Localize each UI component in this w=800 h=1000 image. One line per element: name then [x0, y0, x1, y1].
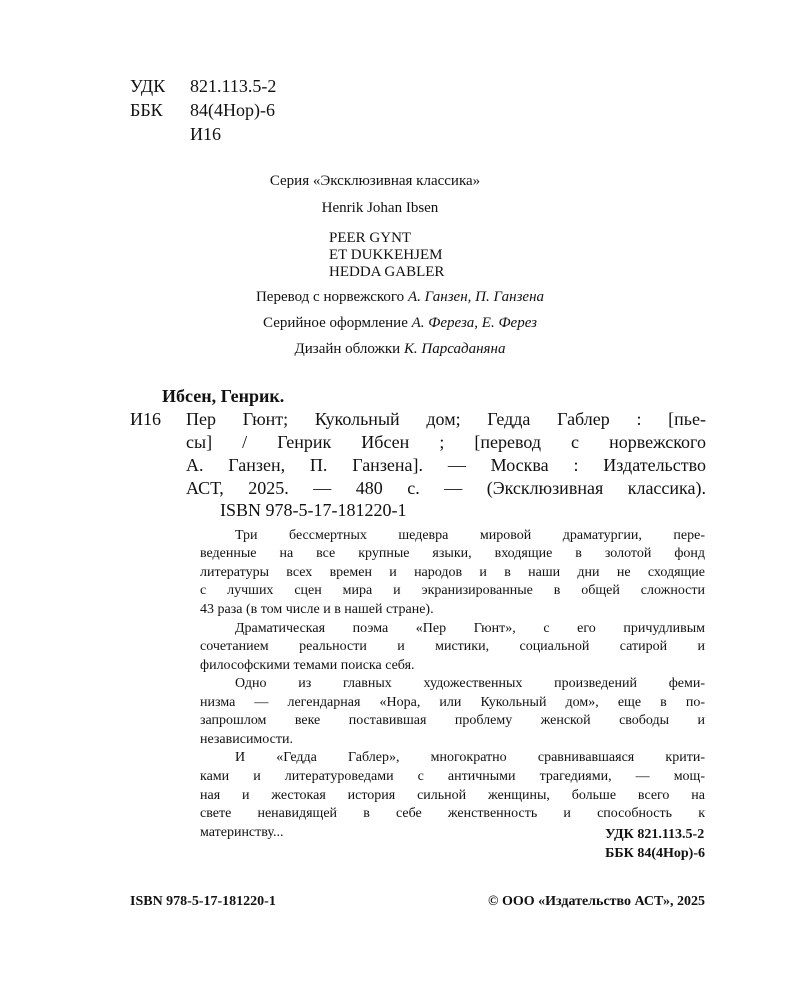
- annotation-line: философскими темами поиска себя.: [200, 658, 415, 673]
- annotation-line: Одно из главных художественных произведений феми-: [235, 676, 705, 691]
- annotation-line: веденные на все крупные языки, входящие в золотой фонд: [200, 546, 705, 561]
- annotation-line: литературы всех времен и народов и в наши дни не сходящие: [200, 565, 705, 580]
- udk-label: УДК: [130, 76, 166, 96]
- annotation-line: запрошлом веке поставившая проблему женской свободы и: [200, 713, 705, 728]
- annotation-line: материнству...: [200, 825, 284, 840]
- catalog-line: сы] / Генрик Ибсен ; [перевод с норвежского: [186, 432, 706, 452]
- catalog-heading: Ибсен, Генрик.: [162, 386, 285, 406]
- footer-isbn: ISBN 978-5-17-181220-1: [130, 894, 276, 909]
- catalog-line: А. Ганзен, П. Ганзена]. — Москва : Издательство: [186, 455, 706, 475]
- credit-label: Серийное оформление: [263, 315, 412, 331]
- catalog-line: АСТ, 2025. — 480 с. — (Эксклюзивная классика).: [186, 478, 706, 498]
- original-author: Henrik Johan Ibsen: [321, 200, 439, 216]
- credit-label: Перевод с норвежского: [255, 289, 408, 305]
- annotation-line: 43 раза (в том числе и в нашей стране).: [200, 602, 434, 617]
- annotation-line: свете ненавидящей в себе женственность и способность к: [200, 806, 705, 821]
- annotation-line: Три бессмертных шедевра мировой драматургии, пере-: [235, 528, 705, 543]
- series-title: Серия «Эксклюзивная классика»: [269, 173, 481, 189]
- catalog-line: Пер Гюнт; Кукольный дом; Гедда Габлер : [пье-: [186, 409, 706, 429]
- bottom-udk: УДК 821.113.5-2: [605, 827, 705, 842]
- original-title: ET DUKKEHJEM: [329, 247, 443, 263]
- original-title: HEDDA GABLER: [329, 264, 445, 280]
- credit-names: А. Ганзен, П. Ганзена: [407, 289, 545, 305]
- annotation-line: низма — легендарная «Нора, или Кукольный дом», еще в по-: [200, 695, 705, 710]
- bottom-codes: [605, 825, 705, 863]
- bbk-label: ББК: [130, 100, 163, 120]
- udk-value: 821.113.5-2: [190, 76, 277, 96]
- annotation-line: независимости.: [200, 732, 293, 747]
- original-title: PEER GYNT: [329, 230, 412, 246]
- credit-translation: [0, 289, 800, 306]
- bottom-bbk: ББК 84(4Нор)-6: [605, 846, 705, 861]
- annotation-line: ная и жестокая история сильной женщины, больше всего на: [200, 788, 705, 803]
- original-titles: [329, 230, 444, 281]
- footer-copyright: © ООО «Издательство АСТ», 2025: [487, 894, 705, 909]
- catalog-isbn: ISBN 978-5-17-181220-1: [220, 500, 407, 520]
- credit-series-design: [0, 315, 800, 332]
- credit-cover-design: [0, 341, 800, 358]
- annotation-line: ками и литературоведами с античными трагедиями, — мощ-: [200, 769, 705, 784]
- bbk-value: 84(4Нор)-6: [190, 100, 275, 120]
- annotation-line: сочетанием реальности и мистики, социальной сатирой и: [200, 639, 705, 654]
- credit-names: К. Парсаданяна: [403, 341, 506, 357]
- annotation-line: И «Гедда Габлер», многократно сравнивавшаяся крити-: [235, 750, 705, 765]
- catalog-mark: И16: [130, 409, 161, 429]
- author-mark: И16: [190, 124, 221, 144]
- annotation-line: с лучших сцен мира и экранизированные в общей сложности: [200, 583, 705, 598]
- credit-names: А. Фереза, Е. Ферез: [411, 315, 537, 331]
- annotation-line: Драматическая поэма «Пер Гюнт», с его причудливым: [235, 621, 705, 636]
- credit-label: Дизайн обложки: [294, 341, 404, 357]
